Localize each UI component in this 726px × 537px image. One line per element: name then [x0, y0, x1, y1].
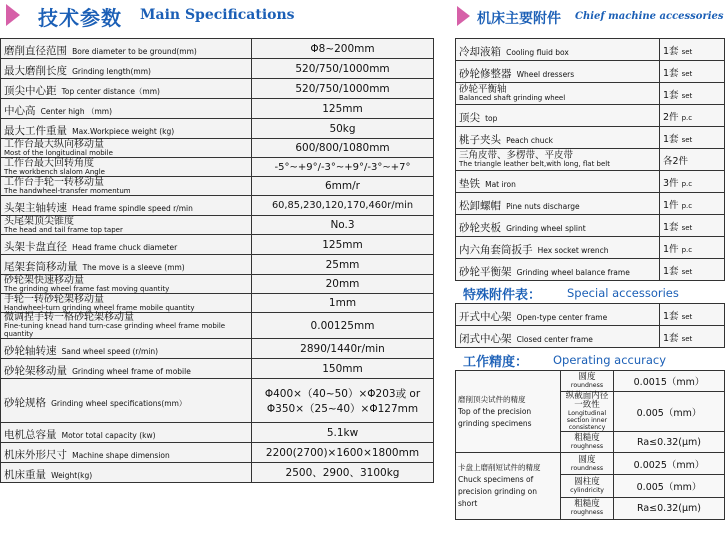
spec-label-en: The head and tail frame top taper: [4, 225, 123, 234]
spec-value: [252, 139, 434, 158]
spec-label-zh: 砂轮规格: [4, 397, 46, 409]
precision-value: 0.005（mm）: [614, 475, 725, 497]
accessory-name-en: Closed center frame: [516, 335, 593, 344]
spec-value: [252, 275, 434, 294]
precision-item: [561, 371, 614, 392]
spec-row: [1, 196, 434, 216]
accessory-unit: set: [681, 91, 693, 100]
accessory-name-en: Open-type center frame: [516, 313, 608, 322]
accessory-row: [456, 149, 725, 171]
special-accessories-table: [455, 303, 725, 348]
precision-item-zh: 圆度: [578, 372, 596, 382]
spec-value-text: No.3: [330, 219, 355, 231]
accessory-row: [456, 259, 725, 281]
accessory-qty: 1套: [663, 310, 679, 322]
precision-specimen: [456, 371, 561, 453]
accessory-name: [456, 105, 660, 127]
spec-value-text: 125mm: [322, 238, 363, 251]
main-specifications-header: [0, 0, 434, 38]
accessory-row: [456, 171, 725, 193]
accessory-qty: 1套: [663, 133, 679, 145]
accessory-name-en: top: [485, 114, 498, 123]
spec-value-text: Φ8~200mm: [310, 42, 375, 55]
spec-value: [252, 235, 434, 255]
precision-item-en: Longitudinal section inner consistency: [566, 410, 608, 431]
spec-label: [1, 139, 252, 158]
spec-label-zh: 砂轮架快速移动量: [4, 274, 84, 286]
accessory-name: [456, 237, 660, 259]
spec-label-en: The workbench slalom Angle: [4, 167, 105, 176]
precision-item-en: roughness: [570, 443, 604, 450]
spec-row: [1, 255, 434, 275]
accessory-unit: set: [681, 334, 693, 343]
spec-value-text: 520/750/1000mm: [295, 82, 390, 95]
precision-item-zh: 纵截面内径一致性: [565, 391, 609, 410]
spec-label-en: Sand wheel speed (r/min): [61, 347, 159, 356]
precision-specimen-en: Chuck specimens of precision grinding on short: [458, 475, 537, 508]
accessory-name-zh: 砂轮平衡轴: [459, 84, 507, 95]
spec-value-text: 25mm: [325, 258, 360, 271]
spec-label-en: The handwheel-transfer momentum: [4, 186, 131, 195]
spec-label-en: Motor total capacity (kw): [61, 431, 156, 440]
spec-label-en: Head frame spindle speed r/min: [72, 204, 193, 213]
spec-value: [252, 313, 434, 339]
spec-label: [1, 423, 252, 443]
spec-label: [1, 275, 252, 294]
spec-row: [1, 359, 434, 379]
spec-label: [1, 59, 252, 79]
accessory-qty: 1件: [663, 199, 679, 211]
precision-item: [561, 497, 614, 519]
accessory-qty: 1套: [663, 332, 679, 344]
precision-specimen-en: Top of the precision grinding specimens: [458, 406, 532, 428]
accessory-name-zh: 垫铁: [459, 178, 480, 190]
accessory-name: [456, 304, 660, 326]
spec-value: [252, 177, 434, 196]
spec-row: [1, 275, 434, 294]
accessory-name-en: Balanced shaft grinding wheel: [459, 94, 566, 102]
precision-specimen: [456, 453, 561, 520]
accessory-qty: 各2件: [663, 155, 689, 167]
spec-value: [252, 294, 434, 313]
spec-row: [1, 423, 434, 443]
precision-item-zh: 圆柱度: [574, 476, 600, 487]
accessory-row: [456, 326, 725, 348]
accessory-name: [456, 326, 660, 348]
accessory-unit: p.c: [681, 113, 693, 122]
accessory-quantity: [660, 39, 725, 61]
accessory-name-zh: 内六角套筒扳手: [459, 244, 533, 256]
accessory-row: [456, 61, 725, 83]
accessory-quantity: [660, 61, 725, 83]
accessory-quantity: [660, 304, 725, 326]
chief-accessories-header: [455, 0, 725, 38]
precision-item-zh: 粗糙度: [574, 433, 600, 443]
accessory-qty: 1套: [663, 221, 679, 233]
spec-label: [1, 216, 252, 235]
spec-value-text: -5°~+9°/-3°~+9°/-3°~+7°: [274, 161, 411, 173]
precision-item-en: cylindricity: [570, 486, 604, 494]
operating-accuracy-header: [455, 348, 725, 370]
accessory-qty: 1件: [663, 243, 679, 255]
accessory-name-en: Grinding wheel balance frame: [516, 268, 630, 277]
spec-value-text: 1mm: [328, 297, 357, 309]
spec-value-text: 520/750/1000mm: [295, 62, 390, 75]
spec-label: [1, 99, 252, 119]
precision-value: 0.0025（mm）: [614, 453, 725, 475]
spec-value: [252, 158, 434, 177]
accessory-name-zh: 冷却液箱: [459, 46, 501, 58]
accessory-name: [456, 83, 660, 105]
spec-row: [1, 379, 434, 423]
spec-label-en: Bore diameter to be ground(mm): [72, 47, 197, 56]
special-accessories-header: [455, 281, 725, 303]
accessory-row: [456, 83, 725, 105]
spec-value-text: 20mm: [325, 278, 360, 290]
accessory-unit: set: [681, 312, 693, 321]
spec-row: [1, 216, 434, 235]
accessory-name-en: Grinding wheel splint: [506, 224, 586, 233]
spec-label: [1, 39, 252, 59]
accessory-row: [456, 193, 725, 215]
accessory-quantity: [660, 193, 725, 215]
spec-value-text: 60,85,230,120,170,460r/min: [271, 200, 414, 211]
accessory-qty: 2件: [663, 111, 679, 123]
spec-value-text: 0.00125mm: [310, 319, 375, 332]
precision-item-zh: 圆度: [578, 454, 596, 465]
spec-label-zh: 工作台最大纵向移动量: [4, 138, 104, 150]
accessory-name: [456, 259, 660, 281]
main-specifications-title-en: Main Specifications: [140, 7, 295, 23]
spec-label: [1, 339, 252, 359]
spec-label-zh: 微调捏手转一格砂轮架移动量: [4, 312, 134, 323]
spec-label: [1, 379, 252, 423]
spec-value: [252, 423, 434, 443]
accessory-name-zh: 三角皮带、多楞带、平皮带: [459, 150, 574, 161]
spec-value: [252, 379, 434, 423]
spec-label: [1, 359, 252, 379]
accessory-quantity: [660, 127, 725, 149]
accessory-name-en: Wheel dressers: [516, 70, 575, 79]
accessory-quantity: [660, 171, 725, 193]
precision-item-en: roundness: [570, 382, 604, 389]
precision-value: Ra≤0.32(μm): [614, 432, 725, 453]
accessory-name-zh: 砂轮夹板: [459, 222, 501, 234]
triangle-bullet-icon: [6, 4, 20, 26]
spec-value: [252, 196, 434, 216]
precision-item: [561, 432, 614, 453]
accessory-qty: 1套: [663, 67, 679, 79]
accessory-name-en: Cooling fluid box: [506, 48, 569, 57]
precision-value: 0.0015（mm）: [614, 371, 725, 392]
accessory-name-zh: 砂轮修整器: [459, 68, 512, 80]
spec-label-zh: 工作台最大回转角度: [4, 157, 94, 169]
accessory-name-zh: 闭式中心架: [459, 333, 512, 345]
accessory-quantity: [660, 326, 725, 348]
accessory-quantity: [660, 105, 725, 127]
accessory-unit: set: [681, 135, 693, 144]
main-specifications-title-zh: 技术参数: [38, 6, 122, 30]
spec-value-text-2: Φ350×（25~40）×Φ127mm: [266, 402, 419, 415]
accessory-name: [456, 193, 660, 215]
spec-row: [1, 313, 434, 339]
accessory-unit: set: [681, 223, 693, 232]
accessory-qty: 1套: [663, 89, 679, 101]
operating-accuracy-title-zh: 工作精度：: [463, 355, 529, 370]
accessory-row: [456, 237, 725, 259]
spec-row: [1, 59, 434, 79]
spec-label-en: Grinding wheel frame of mobile: [72, 367, 191, 376]
spec-label-en: Machine shape dimension: [72, 451, 170, 460]
spec-label-zh: 砂轮架移动量: [4, 365, 67, 377]
accessory-name-en: Pine nuts discharge: [506, 202, 580, 211]
precision-item-zh: 粗糙度: [574, 499, 600, 510]
spec-value-text: Φ400×（40~50）×Φ203或 or: [264, 387, 421, 400]
spec-label-en: Head frame chuck diameter: [72, 243, 178, 252]
accessory-row: [456, 39, 725, 61]
precision-specimen-zh: 磨削顶尖试件的精度: [458, 394, 526, 404]
precision-row: [456, 371, 725, 392]
precision-item-en: roughness: [570, 509, 604, 517]
spec-value: [252, 359, 434, 379]
spec-row: [1, 79, 434, 99]
special-accessories-title-zh: 特殊附件表：: [463, 288, 542, 303]
specifications-table: [0, 38, 434, 483]
accessory-name-en: Peach chuck: [506, 136, 553, 145]
accessory-quantity: [660, 149, 725, 171]
spec-label-en: Grinding wheel specifications(mm）: [51, 399, 187, 408]
spec-label: [1, 119, 252, 139]
accessory-name-zh: 砂轮平衡架: [459, 266, 512, 278]
spec-label-zh: 头尾架顶尖锥度: [4, 215, 74, 227]
spec-label-zh: 机床重量: [4, 469, 46, 481]
accessory-name: [456, 149, 660, 171]
spec-label-zh: 最大工件重量: [4, 125, 67, 137]
accessory-name-en: The triangle leather belt,with long, flat belt: [459, 160, 610, 168]
accessory-quantity: [660, 215, 725, 237]
spec-label-zh: 手轮一转砂轮架移动量: [4, 293, 104, 305]
spec-label-zh: 工作台手轮一转移动量: [4, 176, 104, 188]
spec-label-en: The move is a sleeve (mm): [82, 263, 185, 272]
spec-label: [1, 313, 252, 339]
spec-label: [1, 79, 252, 99]
spec-label-en: Most of the longitudinal mobile: [4, 148, 113, 157]
spec-label-en: Center high （mm): [40, 107, 112, 116]
accessory-name: [456, 215, 660, 237]
spec-label-zh: 中心高: [4, 105, 36, 117]
accessory-unit: p.c: [681, 179, 693, 188]
spec-value-text: 6mm/r: [325, 180, 360, 192]
spec-row: [1, 177, 434, 196]
spec-label: [1, 177, 252, 196]
spec-value-text: 2500、2900、3100kg: [285, 467, 400, 479]
spec-row: [1, 339, 434, 359]
spec-row: [1, 119, 434, 139]
spec-label-en: Weight(kg): [51, 471, 93, 480]
accessory-quantity: [660, 237, 725, 259]
accessory-name-zh: 松卸螺帽: [459, 200, 501, 212]
spec-label-en: Handwheel-turn grinding wheel frame mobile quantity: [4, 303, 195, 312]
accessory-unit: p.c: [681, 245, 693, 254]
accessories-table: [455, 38, 725, 281]
precision-value: 0.005（mm）: [614, 392, 725, 432]
precision-value: Ra≤0.32(μm): [614, 497, 725, 519]
spec-value-text: 150mm: [322, 362, 363, 375]
spec-label: [1, 443, 252, 463]
accessory-qty: 3件: [663, 177, 679, 189]
accessory-quantity: [660, 83, 725, 105]
spec-row: [1, 294, 434, 313]
spec-label-zh: 机床外形尺寸: [4, 449, 67, 461]
spec-value-text: 125mm: [322, 102, 363, 115]
operating-accuracy-title-en: Operating accuracy: [553, 353, 667, 367]
accessory-name-zh: 顶尖: [459, 112, 480, 124]
triangle-bullet-icon: [457, 6, 470, 26]
spec-label-zh: 最大磨削长度: [4, 65, 67, 77]
spec-value: [252, 119, 434, 139]
spec-value: [252, 59, 434, 79]
spec-row: [1, 463, 434, 483]
spec-row: [1, 139, 434, 158]
spec-value: [252, 339, 434, 359]
accessory-unit: p.c: [681, 201, 693, 210]
spec-label-en: Fine-tuning knead hand turn-case grinding wheel frame mobile quantity: [4, 322, 226, 338]
accessory-row: [456, 304, 725, 326]
precision-item: [561, 475, 614, 497]
spec-value-text: 2200(2700)×1600×1800mm: [265, 446, 420, 459]
chief-accessories-title-en: Chief machine accessories: [575, 11, 724, 22]
precision-item-en: roundness: [570, 464, 604, 472]
accessory-name-zh: 桃子夹头: [459, 134, 501, 146]
spec-label: [1, 196, 252, 216]
spec-value: [252, 79, 434, 99]
spec-label: [1, 158, 252, 177]
spec-value-text: 5.1kw: [326, 426, 359, 439]
spec-row: [1, 443, 434, 463]
accessory-qty: 1套: [663, 45, 679, 57]
spec-label: [1, 294, 252, 313]
precision-specimen-zh: 卡盘上磨削短试件的精度: [458, 463, 541, 472]
accessory-unit: set: [681, 47, 693, 56]
spec-value: [252, 39, 434, 59]
spec-value-text: 50kg: [329, 122, 356, 135]
accessory-qty: 1套: [663, 265, 679, 277]
precision-row: [456, 453, 725, 475]
precision-table: [455, 370, 725, 520]
accessory-name-en: Mat iron: [485, 180, 516, 189]
precision-item: [561, 453, 614, 475]
accessory-name-en: Hex socket wrench: [537, 246, 609, 255]
accessories-section: [455, 0, 725, 520]
accessory-unit: set: [681, 267, 693, 276]
spec-label-zh: 顶尖中心距: [4, 85, 57, 97]
spec-label-en: The grinding wheel frame fast moving quantity: [4, 284, 170, 293]
accessory-row: [456, 127, 725, 149]
spec-value: [252, 255, 434, 275]
spec-value: [252, 463, 434, 483]
spec-row: [1, 235, 434, 255]
spec-label-en: Grinding length(mm): [72, 67, 151, 76]
chief-accessories-title-zh: 机床主要附件: [477, 11, 561, 27]
accessory-quantity: [660, 259, 725, 281]
spec-label-zh: 砂轮轴转速: [4, 345, 57, 357]
accessory-name-zh: 开式中心架: [459, 311, 512, 323]
spec-value-text: 2890/1440r/min: [300, 342, 385, 355]
spec-label-zh: 头架卡盘直径: [4, 241, 67, 253]
accessory-row: [456, 105, 725, 127]
special-accessories-title-en: Special accessories: [567, 286, 679, 300]
spec-label: [1, 235, 252, 255]
accessory-name: [456, 61, 660, 83]
spec-value: [252, 99, 434, 119]
spec-value: [252, 216, 434, 235]
accessory-name: [456, 127, 660, 149]
spec-value: [252, 443, 434, 463]
accessory-name: [456, 171, 660, 193]
accessory-row: [456, 215, 725, 237]
spec-label: [1, 255, 252, 275]
spec-label-zh: 磨削直径范围: [4, 45, 67, 57]
spec-label-zh: 头架主轴转速: [4, 202, 67, 214]
spec-label-zh: 尾架套筒移动量: [4, 261, 78, 273]
spec-row: [1, 39, 434, 59]
spec-value-text: 600/800/1080mm: [295, 142, 390, 154]
spec-label-en: Max.Workpiece weight (kg): [72, 127, 175, 136]
spec-row: [1, 158, 434, 177]
accessory-unit: set: [681, 69, 693, 78]
spec-label-en: Top center distance（mm): [61, 87, 160, 96]
spec-label-zh: 电机总容量: [4, 429, 57, 441]
precision-item: [561, 392, 614, 432]
spec-row: [1, 99, 434, 119]
accessory-name: [456, 39, 660, 61]
spec-label: [1, 463, 252, 483]
